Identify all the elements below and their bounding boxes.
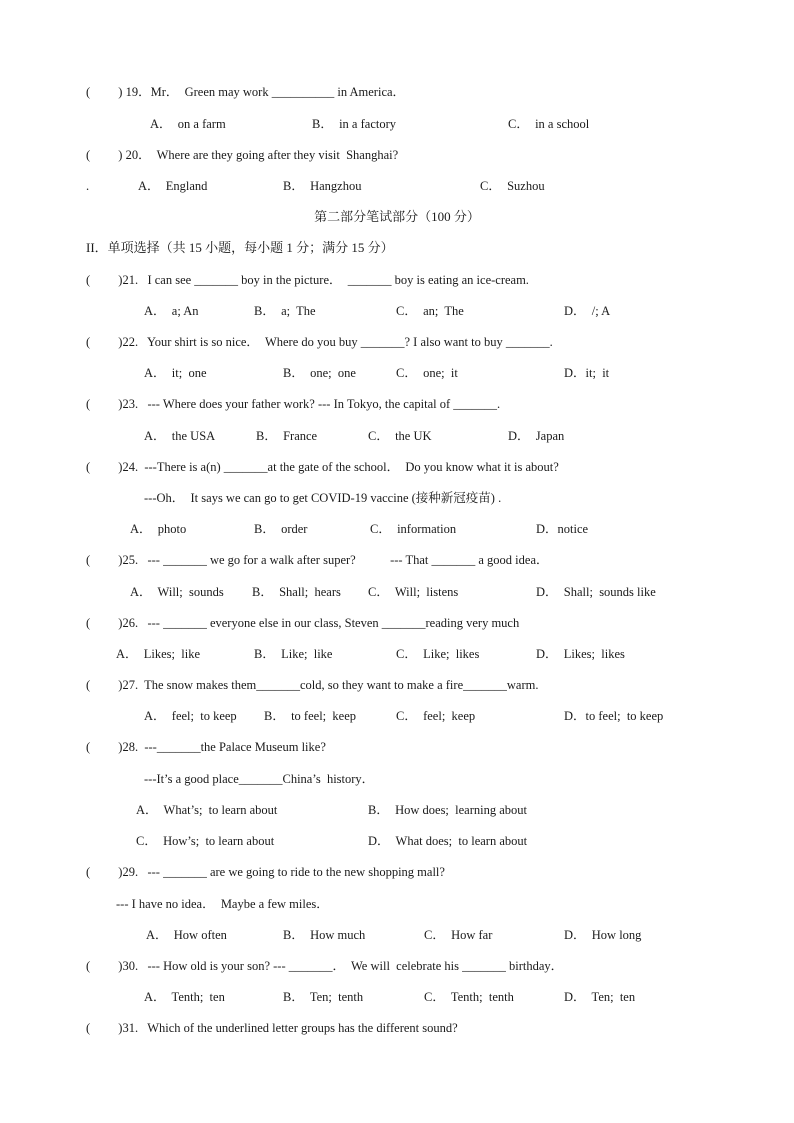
question-24-option-b: B． order bbox=[254, 522, 308, 536]
question-26-option-a: A． Likes; like bbox=[116, 647, 201, 661]
question-25-stem: ( )25. --- _______ we go for a walk after super? --- That _______ a good idea． bbox=[86, 553, 549, 567]
question-24-extra: ---Oh． It says we can go to get COVID-19 vaccine (接种新冠疫苗) . bbox=[144, 491, 502, 505]
question-29-extra: --- I have no idea． Maybe a few miles． bbox=[116, 897, 329, 911]
question-19-option-a: A． on a farm bbox=[150, 117, 226, 131]
question-29-stem: ( )29. --- _______ are we going to ride to the new shopping mall? bbox=[86, 865, 445, 879]
question-20-stem: ( ) 20． Where are they going after they visit Shanghai? bbox=[86, 148, 399, 162]
question-20-option-b: B． Hangzhou bbox=[283, 179, 362, 193]
question-22-option-b: B． one; one bbox=[283, 366, 356, 380]
question-31-stem: ( )31. Which of the underlined letter groups has the different sound? bbox=[86, 1021, 458, 1035]
question-26-option-b: B． Like; like bbox=[254, 647, 333, 661]
question-23-stem: ( )23. --- Where does your father work? --- In Tokyo, the capital of _______. bbox=[86, 397, 501, 411]
question-21-option-b: B． a; The bbox=[254, 304, 316, 318]
question-25-option-a: A． Will; sounds bbox=[130, 585, 224, 599]
question-27-option-a: A． feel; to keep bbox=[144, 709, 237, 723]
question-28-option-c: C． How’s; to learn about bbox=[136, 834, 275, 848]
question-30-stem: ( )30. --- How old is your son? --- _______． We will celebrate his _______ birthday． bbox=[86, 959, 564, 973]
question-19-option-b: B． in a factory bbox=[312, 117, 397, 131]
question-22-option-c: C． one; it bbox=[396, 366, 458, 380]
question-27-option-d: D．to feel; to keep bbox=[564, 709, 664, 723]
question-21-option-c: C． an; The bbox=[396, 304, 464, 318]
question-28-option-a: A． What’s; to learn about bbox=[136, 803, 278, 817]
question-30-option-b: B． Ten; tenth bbox=[283, 990, 364, 1004]
question-24-option-a: A． photo bbox=[130, 522, 187, 536]
question-20-option-c: C． Suzhou bbox=[480, 179, 545, 193]
question-29-option-c: C． How far bbox=[424, 928, 493, 942]
question-22-stem: ( )22. Your shirt is so nice． Where do you buy _______? I also want to buy _______. bbox=[86, 335, 553, 349]
question-20-lead-mark: . bbox=[86, 179, 90, 193]
question-29-option-a: A． How often bbox=[146, 928, 227, 942]
question-26-option-d: D． Likes; likes bbox=[536, 647, 625, 661]
question-25-option-d: D． Shall; sounds like bbox=[536, 585, 656, 599]
question-28-option-d: D． What does; to learn about bbox=[368, 834, 528, 848]
section-heading: II．单项选择（共 15 小题，每小题 1 分；满分 15 分） bbox=[86, 240, 394, 255]
question-24-option-d: D．notice bbox=[536, 522, 589, 536]
question-19-stem: ( ) 19．Mr． Green may work __________ in America． bbox=[86, 85, 406, 99]
question-23-option-d: D． Japan bbox=[508, 429, 565, 443]
question-26-option-c: C． Like; likes bbox=[396, 647, 480, 661]
question-30-option-c: C． Tenth; tenth bbox=[424, 990, 514, 1004]
question-25-option-b: B． Shall; hears bbox=[252, 585, 341, 599]
question-21-stem: ( )21. I can see _______ boy in the picture． _______ boy is eating an ice-cream. bbox=[86, 273, 529, 287]
question-21-option-a: A． a; An bbox=[144, 304, 199, 318]
question-29-option-d: D． How long bbox=[564, 928, 642, 942]
question-23-option-c: C． the UK bbox=[368, 429, 432, 443]
question-19-option-c: C． in a school bbox=[508, 117, 590, 131]
question-22-option-d: D．it; it bbox=[564, 366, 610, 380]
question-27-stem: ( )27. The snow makes them_______cold, so they want to make a fire_______warm. bbox=[86, 678, 539, 692]
question-23-option-a: A． the USA bbox=[144, 429, 216, 443]
question-24-option-c: C． information bbox=[370, 522, 457, 536]
question-25-option-c: C． Will; listens bbox=[368, 585, 459, 599]
question-28-option-b: B． How does; learning about bbox=[368, 803, 528, 817]
question-26-stem: ( )26. --- _______ everyone else in our class, Steven _______reading very much bbox=[86, 616, 520, 630]
question-22-option-a: A． it; one bbox=[144, 366, 207, 380]
question-27-option-c: C． feel; keep bbox=[396, 709, 476, 723]
part-two-heading: 第二部分笔试部分（100 分） bbox=[314, 209, 480, 224]
question-23-option-b: B． France bbox=[256, 429, 318, 443]
question-24-stem: ( )24. ---There is a(n) _______at the gate of the school． Do you know what it is about? bbox=[86, 460, 559, 474]
question-30-option-a: A． Tenth; ten bbox=[144, 990, 225, 1004]
question-30-option-d: D． Ten; ten bbox=[564, 990, 636, 1004]
question-28-stem: ( )28. ---_______the Palace Museum like? bbox=[86, 740, 326, 754]
question-28-extra: ---It’s a good place_______China’s history． bbox=[144, 772, 375, 786]
question-21-option-d: D． /; A bbox=[564, 304, 611, 318]
question-29-option-b: B． How much bbox=[283, 928, 366, 942]
question-27-option-b: B． to feel; keep bbox=[264, 709, 356, 723]
question-20-option-a: A． England bbox=[138, 179, 208, 193]
